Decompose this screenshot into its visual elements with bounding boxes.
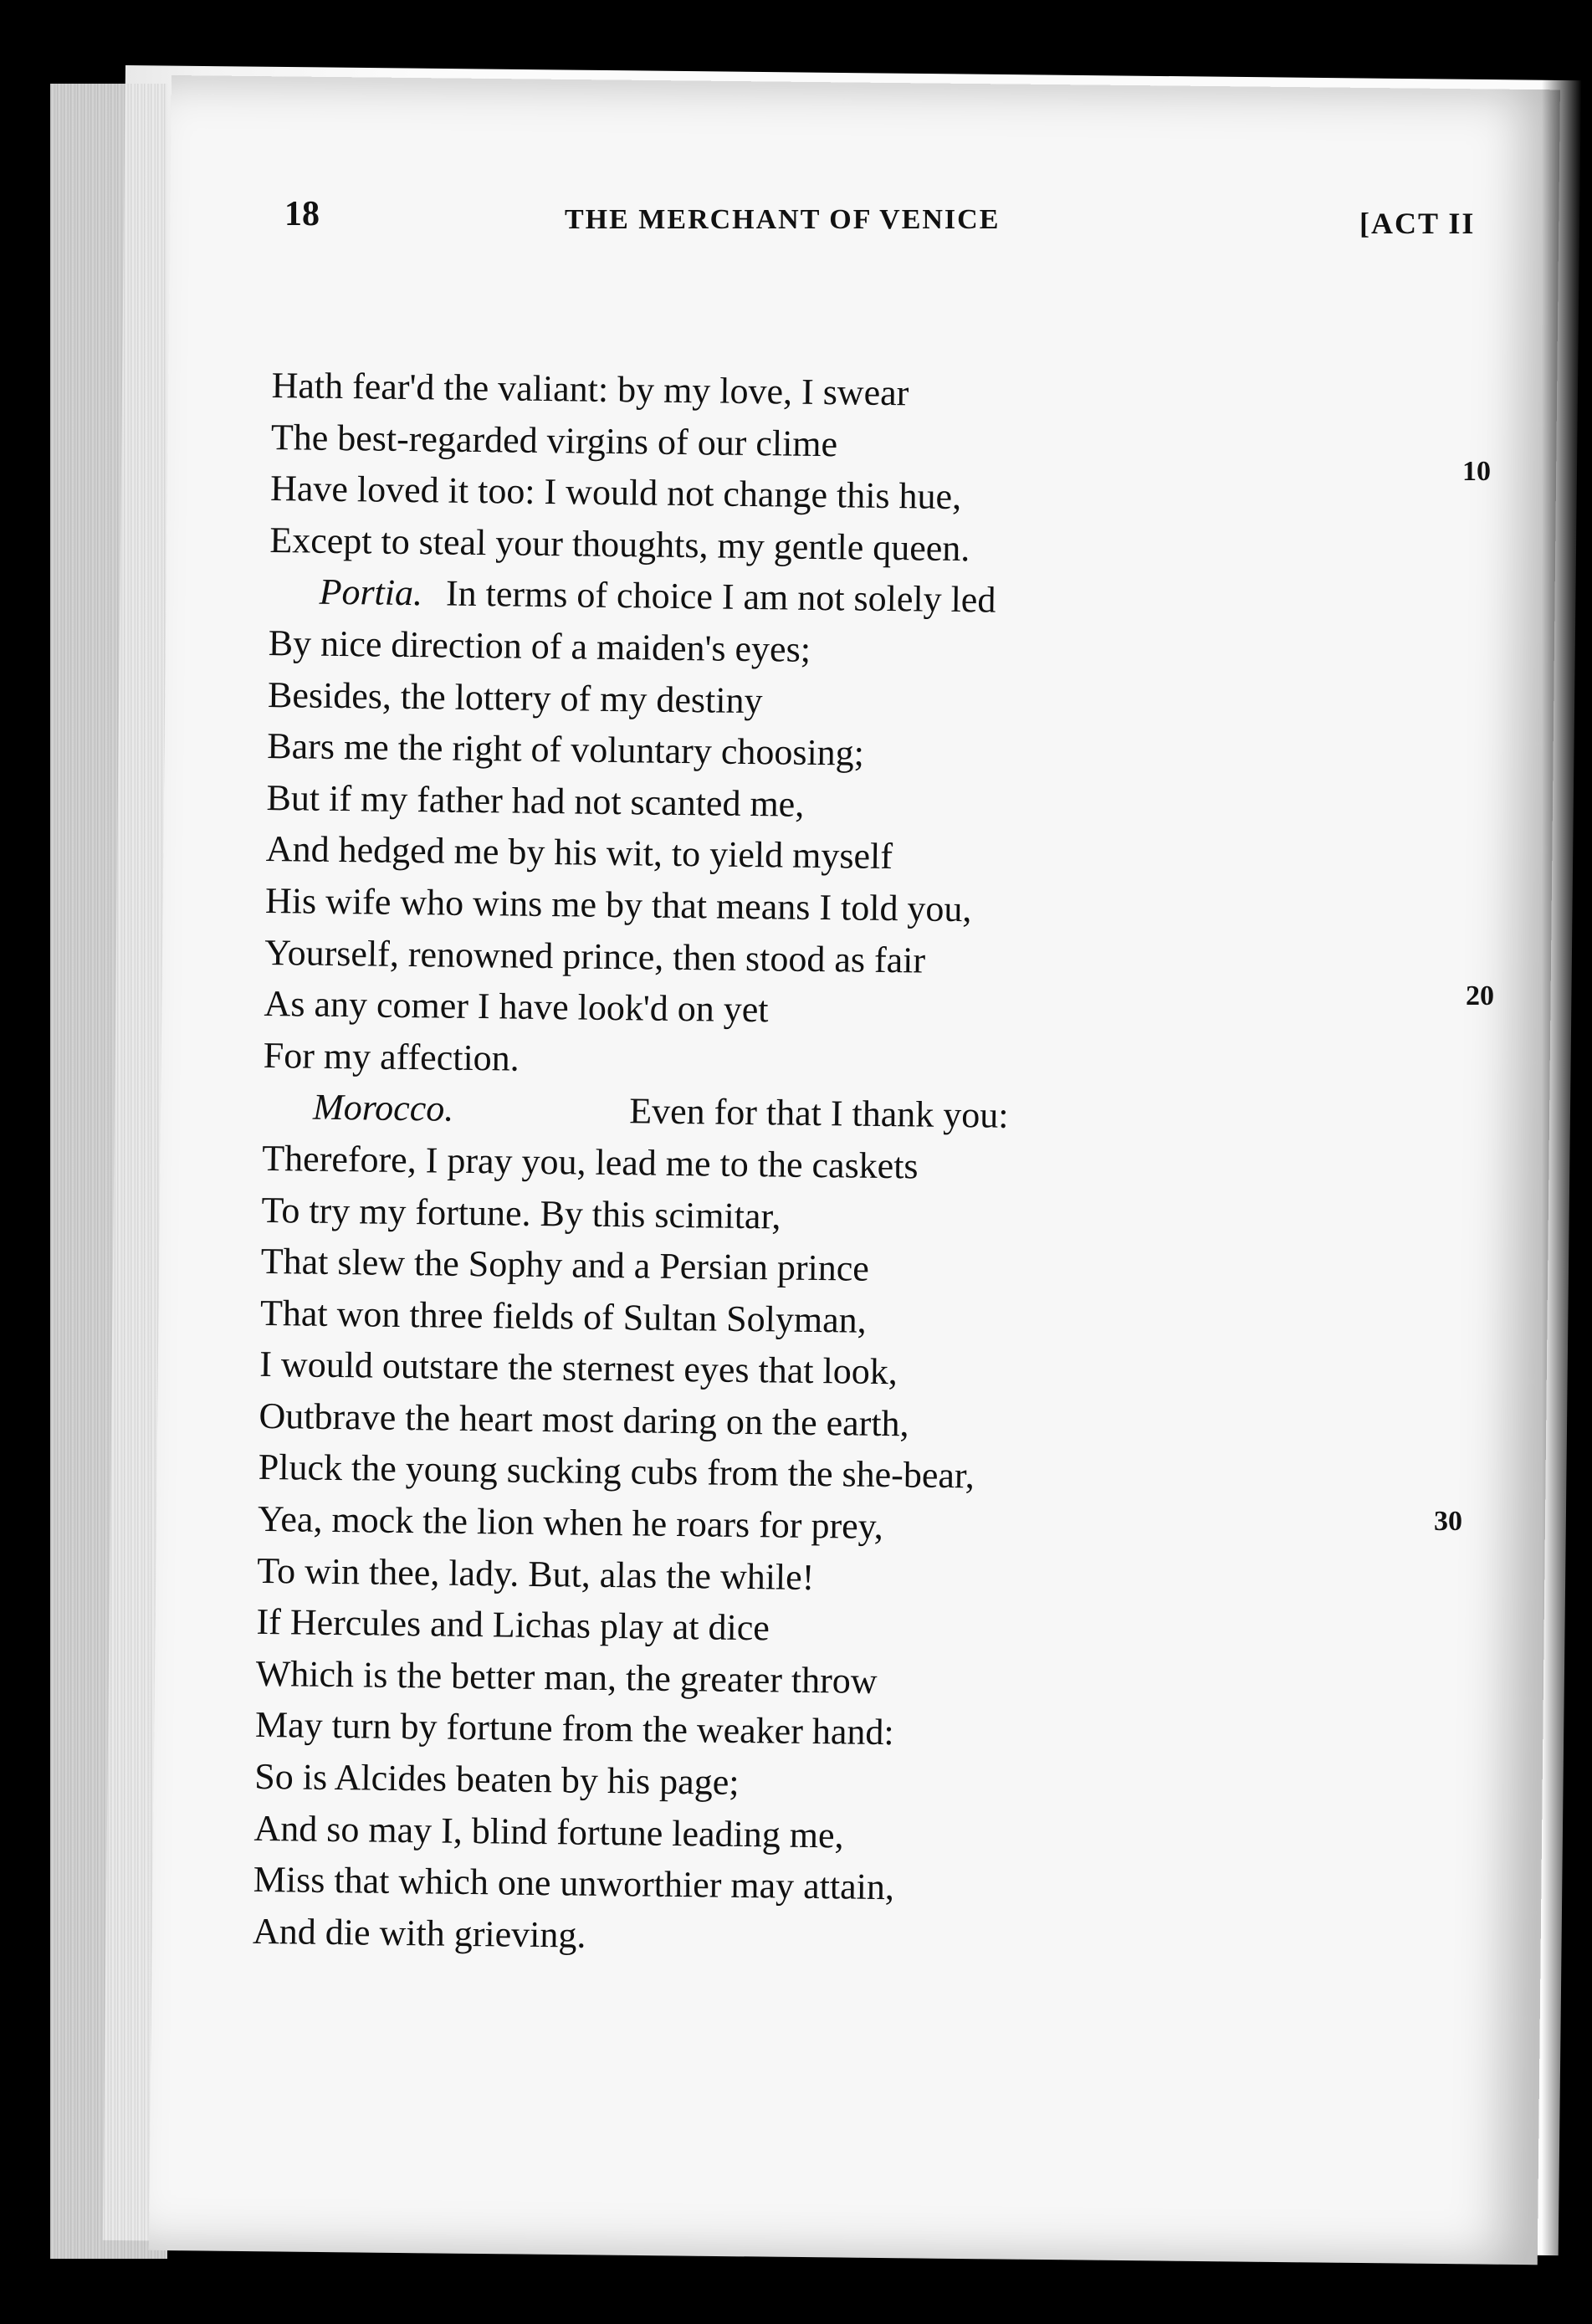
line-text: Yea, mock the lion when he roars for prey, (257, 1497, 884, 1548)
line-text: May turn by fortune from the weaker hand: (254, 1704, 894, 1753)
line-text: Yourself, renowned prince, then stood as fair (264, 931, 926, 981)
line-text: By nice direction of a maiden's eyes; (268, 622, 811, 670)
line-number-10: 10 (1462, 456, 1491, 487)
speaker-name: Morocco. (312, 1086, 454, 1130)
line-text: Which is the better man, the greater throw (255, 1652, 878, 1702)
line-text: The best-regarded virgins of our clime (270, 416, 838, 464)
line-text: So is Alcides beaten by his page; (254, 1755, 740, 1803)
page-shadow (1542, 0, 1592, 2324)
line-text: In terms of choice I am not solely led (445, 572, 996, 621)
line-text: For my affection. (263, 1034, 520, 1079)
line-text: Therefore, I pray you, lead me to the caskets (262, 1137, 919, 1187)
line-text: Besides, the lottery of my destiny (267, 673, 763, 721)
running-title: THE MERCHANT OF VENICE (565, 204, 1001, 235)
line-text: Hath fear'd the valiant: by my love, I swear (271, 364, 909, 414)
line-text: I would outstare the sternest eyes that look, (259, 1344, 898, 1393)
line-text: And so may I, blind fortune leading me, (253, 1807, 844, 1856)
line-text: To try my fortune. By this scimitar, (261, 1189, 781, 1237)
line-number-30: 30 (1434, 1506, 1462, 1537)
line-text: And hedged me by his wit, to yield myself (265, 828, 893, 878)
line-text: But if my father had not scanted me, (266, 776, 805, 825)
line-text: Miss that which one unworthier may attain, (253, 1859, 895, 1908)
line-text: Bars me the right of voluntary choosing; (267, 725, 865, 774)
verse-text (253, 360, 1443, 1971)
page-edges (50, 84, 167, 2259)
line-text: Except to steal your thoughts, my gentle queen. (269, 519, 970, 569)
speaker-name: Portia. (319, 571, 423, 614)
line-text: Pluck the young sucking cubs from the she-bear, (258, 1446, 975, 1497)
line-text: To win thee, lady. But, alas the while! (257, 1549, 815, 1598)
page-number: 18 (284, 195, 320, 233)
line-number-20: 20 (1466, 980, 1494, 1011)
line-text: If Hercules and Lichas play at dice (256, 1601, 770, 1649)
page-header (284, 194, 1523, 261)
line-text: Have loved it too: I would not change this hue, (269, 468, 962, 518)
line-text: Outbrave the heart most daring on the earth, (259, 1395, 909, 1445)
line-text: Even for that I thank you: (628, 1090, 1009, 1137)
line-text: That slew the Sophy and a Persian prince (260, 1241, 870, 1289)
line-text: His wife who wins me by that means I told you, (264, 879, 972, 930)
line-text: That won three fields of Sultan Solyman, (259, 1292, 867, 1341)
line-text: As any comer I have look'd on yet (264, 983, 769, 1031)
line-text: And die with grieving. (252, 1910, 586, 1956)
act-label: [ACT II (1359, 207, 1476, 240)
